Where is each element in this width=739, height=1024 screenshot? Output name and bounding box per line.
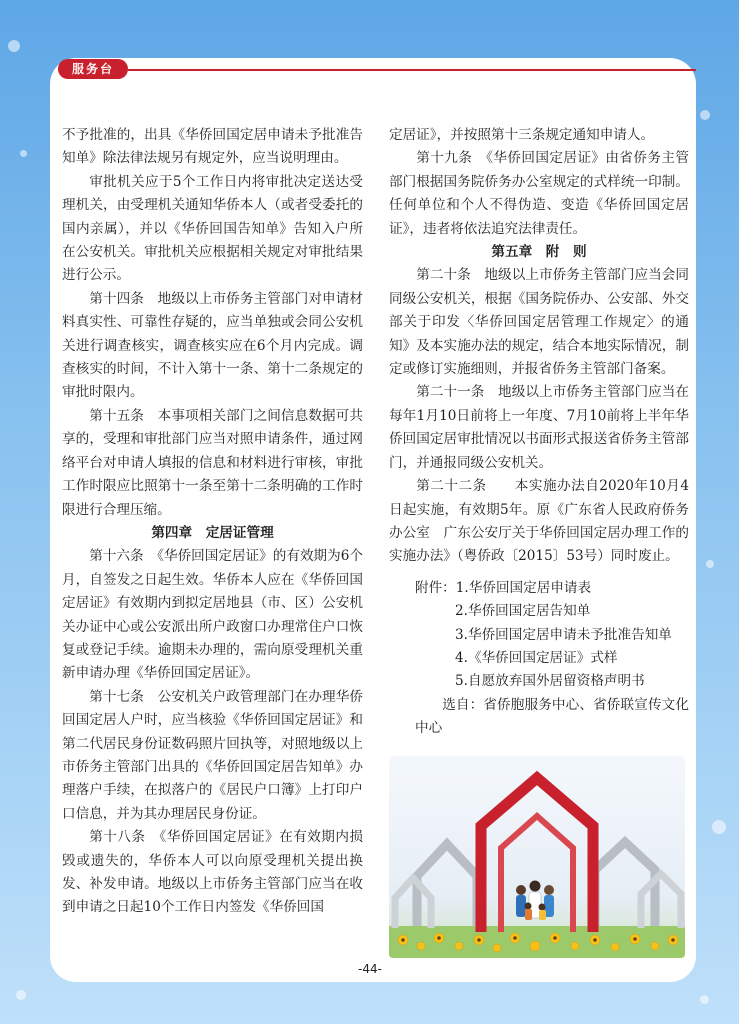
article-14: 第十四条 地级以上市侨务主管部门对申请材料真实性、可靠性存疑的，应当单独或会同公安机关进行调查核实，调查核实应在6个月内完成。调查核实的时间，不计入第十一条、第十二条规定的审批时限内。	[62, 290, 363, 401]
article-20: 第二十条 地级以上市侨务主管部门应当会同同级公安机关，根据《国务院侨办、公安部、外交部关于印发〈华侨回国定居管理工作规定〉的通知》及本实施办法的规定，结合本地实际情况，制定或修订实施细则，并报省侨务主管部门备案。	[389, 267, 689, 378]
article-19: 第十九条 《华侨回国定居证》由省侨务主管部门根据国务院侨务办公室规定的式样统一印制。任何单位和个人不得伪造、变造《华侨回国定居证》，违者将依法追究法律责任。	[389, 150, 689, 237]
attachment-item: 2.华侨回国定居告知单	[455, 603, 591, 620]
chapter-heading: 第四章 定居证管理	[151, 524, 274, 541]
article-15: 第十五条 本事项相关部门之间信息数据可共享的，受理和审批部门应当对照申请条件，通过网络平台对申请人填报的信息和材料进行审核，审批工作时限应比照第十一条至第十二条明确的工作时限进行合理压缩。	[62, 407, 363, 518]
article-16: 第十六条 《华侨回国定居证》的有效期为6个月，自签发之日起生效。华侨本人应在《华侨回国定居证》有效期内到拟定居地县（市、区）公安机关办证中心或公安派出所户政窗口办理常住户口恢复或登记手续。逾期未办理的，需向原受理机关重新申请办理《华侨回国定居证》。	[62, 548, 363, 682]
page-number: -44-	[358, 962, 382, 976]
right-column	[389, 124, 689, 741]
article-18: 第十八条 《华侨回国定居证》在有效期内损毁或遗失的，华侨本人可以向原受理机关提出换发、补发申请。地级以上市侨务主管部门应当在收到申请之日起10个工作日内签发《华侨回国	[62, 829, 363, 916]
attachment-item: 3.华侨回国定居申请未予批准告知单	[455, 626, 672, 643]
paragraph: 定居证》，并按照第十三条规定通知申请人。	[389, 127, 655, 143]
decor-bubble	[20, 150, 27, 157]
decor-bubble	[700, 110, 710, 120]
paragraph: 不予批准的，出具《华侨回国定居申请未予批准告知单》除法律法规另有规定外，应当说明理由。	[62, 127, 363, 167]
decor-bubble	[8, 40, 20, 52]
chapter-heading: 第五章 附 则	[491, 244, 587, 261]
source-credit: 选自：省侨胞服务中心、省侨联宣传文化中心	[415, 696, 689, 737]
family-home-icon	[389, 756, 685, 958]
section-tag: 服务台	[58, 59, 128, 79]
article-21: 第二十一条 地级以上市侨务主管部门应当在每年1月10日前将上一年度、7月10前将上半年华侨回国定居审批情况以书面形式报送省侨务主管部门，并通报同级公安机关。	[389, 384, 689, 471]
article-22: 第二十二条 本实施办法自2020年10月4日起实施，有效期5年。原《广东省人民政府侨务办公室 广东公安厅关于华侨回国定居办理工作的实施办法》（粤侨政〔2015〕53号）同时废止。	[389, 478, 689, 565]
attachment-list	[389, 577, 689, 694]
attachment-item: 5.自愿放弃国外居留资格声明书	[455, 673, 645, 690]
attachment-item: 附件：1.华侨回国定居申请表	[415, 579, 592, 596]
article-17: 第十七条 公安机关户政管理部门在办理华侨回国定居人户时，应当核验《华侨回国定居证》和第二代居民身份证数码照片回执等，对照地级以上市侨务主管部门出具的《华侨回国定居告知单》办理落户手续，在拟落户的《居民户口簿》上打印户口信息，并为其办理居民身份证。	[62, 688, 363, 822]
decor-bubble	[700, 995, 709, 1004]
header-rule	[128, 69, 696, 71]
decor-bubble	[712, 820, 726, 834]
decor-bubble	[16, 990, 26, 1000]
decor-bubble	[706, 560, 714, 568]
paragraph: 审批机关应于5个工作日内将审批决定送达受理机关，由受理机关通知华侨本人（或者受委托的国内亲属），并以《华侨回国告知单》告知入户所在公安机关。审批机关应根据相关规定对审批结果进行公示。	[62, 173, 363, 284]
attachment-item: 4.《华侨回国定居证》式样	[455, 649, 618, 666]
left-column	[62, 124, 363, 920]
